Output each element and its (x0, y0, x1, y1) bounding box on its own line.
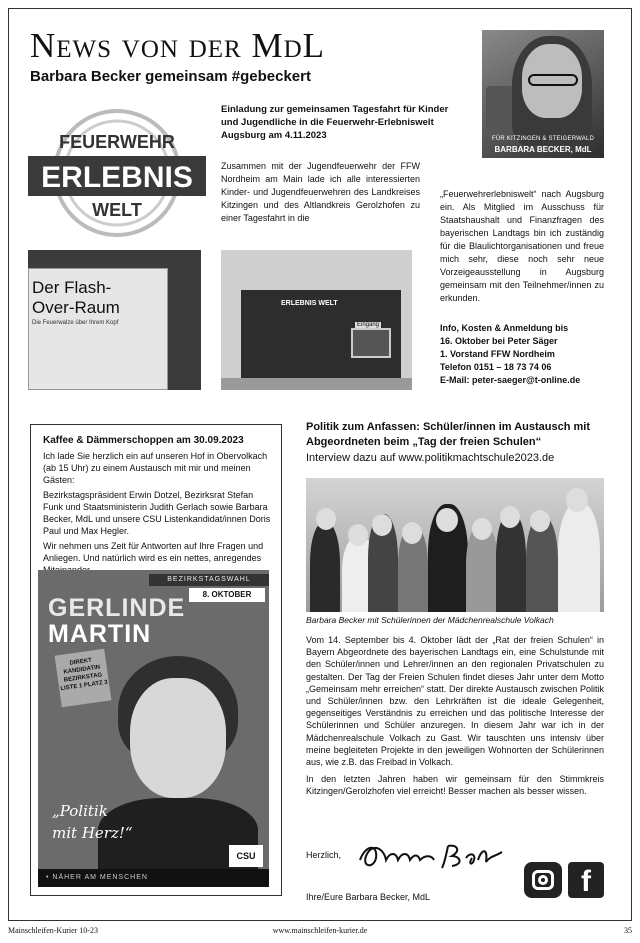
invitation-heading: Einladung zur gemeinsamen Tagesfahrt für Kinder und Jugendliche in die Feuerwehr-Erlebniswelt Augsburg am 4.11.2023 (221, 104, 449, 141)
poster-quote: „Politik mit Herz!“ (52, 802, 133, 842)
invitation-info (440, 322, 604, 387)
flash-over-title: Der Flash- Over-Raum (32, 278, 120, 317)
building-door (351, 328, 391, 358)
kaffee-heading: Kaffee & Dämmerschoppen am 30.09.2023 (43, 435, 244, 446)
building-label: ERLEBNIS WELT (281, 300, 338, 307)
poster-footer: • NÄHER AM MENSCHEN (38, 869, 269, 887)
logo-line1: FEUERWEHR (59, 132, 175, 152)
poster-date: 8. OKTOBER (189, 588, 265, 602)
info-line: 16. Oktober bei Peter Säger (440, 336, 558, 346)
flash-over-photo (28, 250, 201, 390)
kaffee-body (43, 450, 275, 579)
ground (221, 378, 412, 390)
person-head (316, 508, 336, 530)
closing-line: Ihre/Eure Barbara Becker, MdL (306, 892, 431, 902)
building-photo (221, 250, 412, 390)
portrait-glasses (528, 74, 578, 86)
poster-face (130, 678, 226, 798)
politik-url[interactable]: Interview dazu auf www.politikmachtschule2023.de (306, 452, 555, 464)
csu-logo: CSU (229, 845, 263, 867)
portrait-photo (482, 30, 604, 158)
flash-over-sub: Die Feuerwalze über Ihrem Kopf (32, 320, 119, 326)
person-head (530, 510, 550, 532)
person-head (348, 524, 368, 546)
footer-website[interactable]: www.mainschleifen-kurier.de (272, 926, 368, 935)
poster-banner: BEZIRKSTAGSWAHL (149, 574, 269, 586)
instagram-lens (538, 875, 548, 885)
logo-line2: ERLEBNIS (41, 161, 193, 194)
handwritten-signature (356, 838, 506, 872)
poster-first-name: GERLINDE (48, 594, 186, 622)
page-subtitle: Barbara Becker gemeinsam #gebeckert (30, 68, 311, 85)
portrait-name: BARBARA BECKER, MdL (494, 145, 592, 154)
feuerwehr-erlebniswelt-logo (28, 108, 206, 238)
portrait-slogan: FÜR KITZINGEN & STEIGERWALD (491, 136, 595, 142)
logo-line3: WELT (92, 200, 142, 220)
info-line: Telefon 0151 – 18 73 74 06 (440, 362, 552, 372)
group-photo (306, 478, 604, 612)
greeting: Herzlich, (306, 850, 342, 860)
article-paragraph: Vom 14. September bis 4. Oktober lädt der „Rat der freien Schulen“ in Bayern Abgeordnete des bayerischen Landtags ein, eine Schulstunde mit den Schüler/innen und Lehrer/innen an den regionalen Privatschulen zu gestalten. Der Tag der Freien Schulen findet dieses Jahr unter dem Motto „Gemeinsam mehr erreichen“ statt. Der direkte Austausch zwischen Politik und Schüler/innen bzw. den Lehrkräften ist die ideale Gelegenheit, gegenseitiges Verständnis zu erreichen und das politische Interesse der Schülerinnen und Schüler anzuregen. In diesem Jahr war ich in der Mädchenrealschule Volkach zu Gast. Wir tauschten uns intensiv über meine begleiteten Projekte in den jeweiligen Wohnorten der Schülerinnen aus, wie z.B. das Freibad in Volkach. (306, 635, 604, 768)
info-email[interactable]: E-Mail: peter-saeger@t-online.de (440, 375, 581, 385)
person-head (566, 488, 588, 512)
poster-last-name: MARTIN (48, 620, 152, 648)
person-head (500, 506, 520, 528)
poster-badge: DIREKT KANDIDATIN BEZIRKSTAG LISTE 1 PLATZ 3 (55, 649, 112, 707)
invitation-intro: Zusammen mit der Jugendfeuerwehr der FFW Nordheim am Main lade ich alle interessierten Kinder- und Jugendfeuerwehren des Landkreises Kitzingen und des Altlandkreis Gerolzhofen zu einer Tagesfahrt in die (221, 161, 420, 223)
instagram-icon[interactable] (524, 862, 562, 898)
footer-publication: Mainschleifen-Kurier 10-23 (8, 926, 98, 935)
kaffee-paragraph: Bezirkstagspräsident Erwin Dotzel, Bezirksrat Stefan Funk und Staatsministerin Judith Gerlach sowie Barbara Becker, MdL und unsere CSU Listenkandidat/innen Doris Paul und Max Hegler. (43, 490, 271, 536)
person-head (372, 514, 392, 536)
election-poster (38, 570, 269, 887)
kaffee-paragraph: Ich lade Sie herzlich ein auf unseren Hof in Obervolkach (ab 15 Uhr) zu einem Austausch mit mir und meinen Gästen: (43, 451, 268, 485)
person-head (436, 508, 458, 532)
article-paragraph: In den letzten Jahren haben wir gemeinsam für den Stimmkreis Kitzingen/Gerolzhofen viel erreicht! Besser machen als besser wissen. (306, 774, 604, 797)
facebook-icon[interactable]: f (568, 862, 604, 898)
person (310, 522, 340, 612)
politik-heading: Politik zum Anfassen: Schüler/innen im Austausch mit Abgeordneten beim „Tag der freien Schulen“ (306, 421, 591, 448)
politik-article (306, 634, 604, 803)
invitation-continued: „Feuerwehrerlebniswelt“ nach Augsburg ein. Als Mitglied im Ausschuss für Staatshaushalt und Finanzfragen des bayerischen Landtags bin ich zuständig für die Blaulichtorganisationen und freue mich sehr, diese noch sehr neue Vorzeigeausstellung in Augsburg gemeinsam mit den Teilnehmer/innen zu erkunden. (440, 189, 604, 303)
person-head (472, 518, 492, 540)
info-line: Info, Kosten & Anmeldung bis (440, 323, 569, 333)
info-line: 1. Vorstand FFW Nordheim (440, 349, 555, 359)
door-label: Eingang (357, 322, 380, 328)
photo-caption: Barbara Becker mit Schülerinnen der Mädchenrealschule Volkach (306, 615, 554, 625)
kaffee-paragraph: Wir nehmen uns Zeit für Antworten auf Ihre Fragen und Anliegen. Und natürlich wird es ein nettes, anregendes (43, 541, 264, 563)
person (558, 502, 600, 612)
person-head (402, 522, 422, 544)
page-title: News von der MdL (30, 26, 326, 65)
page-number: 35 (624, 926, 632, 935)
